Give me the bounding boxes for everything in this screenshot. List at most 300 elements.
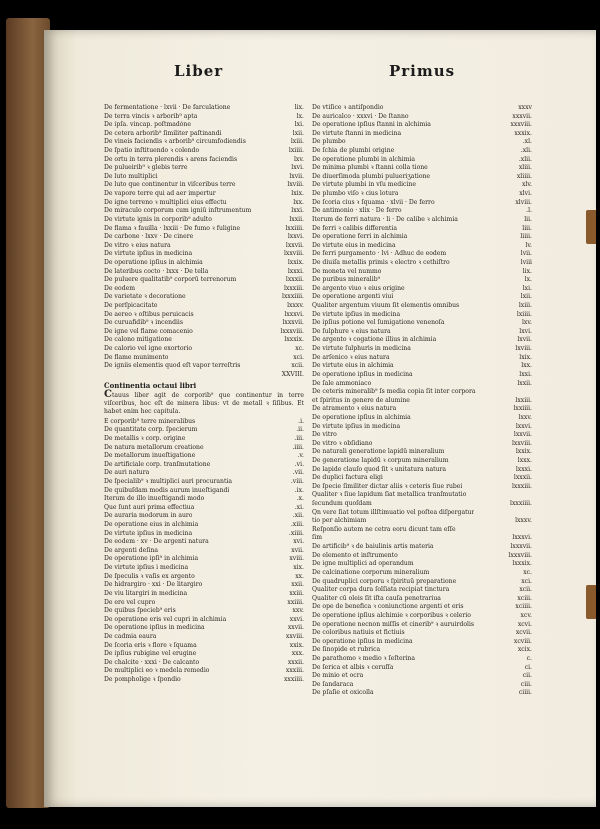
toc-entry-title: De virtute ignis in corporib⁹ adulto: [104, 215, 212, 223]
toc-entry-number: xxii.: [291, 581, 304, 589]
toc-entry: [312, 414, 532, 423]
toc-entry-title: De puluere qualitatib⁹ corporū terrenorum: [104, 276, 237, 284]
toc-entry-title: De luto que continentur in viſceribus terre: [104, 181, 236, 189]
toc-entry-title: De operatione ipſius in medicina: [312, 637, 413, 645]
toc-entry-number: xcv.: [520, 611, 532, 619]
toc-entry-title: Qualiter cū oleis ſit iſta cauſa penetrariua: [312, 594, 441, 602]
toc-entry-title: De operatione ipſius in medicina: [104, 624, 205, 632]
toc-entry: [312, 500, 532, 509]
toc-entry: [104, 216, 304, 225]
toc-entry-number: xix.: [293, 564, 304, 572]
toc-entry-number: xvii.: [291, 546, 304, 554]
toc-entry-number: lxxxvi.: [512, 534, 532, 542]
toc-entry-title: De operatione eris vel cupri in alchimia: [104, 615, 227, 623]
toc-entry: [104, 147, 304, 156]
toc-entry: [312, 216, 532, 225]
toc-entry: [104, 319, 304, 328]
toc-entry: [312, 285, 532, 294]
toc-entry-number: lxv.: [293, 155, 304, 163]
toc-entry-title: De vapore terre qui ad aer impertur: [104, 190, 216, 198]
toc-entry: [104, 130, 304, 139]
toc-entry-number: lix.: [294, 104, 304, 111]
toc-entry-title: E corporib⁹ terre mineralibus: [104, 417, 196, 425]
toc-entry-number: lxxviii.: [511, 439, 532, 447]
toc-entry-title: De ſpatio inſtituendo ꝛ colendo: [104, 147, 200, 155]
toc-entry-number: .i.: [298, 417, 304, 425]
toc-entry-number: lxxxix.: [284, 336, 304, 344]
toc-entry: [104, 624, 304, 633]
toc-entry-number: xx.: [295, 572, 304, 580]
toc-entry-title: De elemento et inſtrumento: [312, 551, 398, 559]
toc-entry-title: Iterum de ferri natura · li · De calibe ꝛ alchimia: [312, 215, 458, 223]
toc-entry: [312, 268, 532, 277]
toc-entry-title: De diuiſa metallis primis ꝛ electro ꝛ cethiſtro: [312, 258, 450, 266]
toc-entry: [312, 491, 532, 500]
toc-entry: [104, 452, 304, 461]
toc-entry-number: lxiiii.: [288, 147, 304, 155]
toc-entry-title: De eodem: [104, 284, 135, 292]
toc-entry: [312, 156, 532, 165]
toc-entry: [312, 578, 532, 587]
toc-entry: [104, 418, 304, 427]
toc-entry-number: xciiii.: [515, 603, 532, 611]
toc-entry: [104, 250, 304, 259]
toc-entry-number: xxxix.: [514, 129, 532, 137]
toc-entry-number: lxxxiii.: [511, 482, 532, 490]
toc-entry: [312, 672, 532, 681]
toc-entry-title: De ſpeculis ꝛ vaſis ex argento: [104, 572, 195, 580]
toc-entry: [312, 457, 532, 466]
running-head-left: Liber: [174, 62, 224, 80]
toc-entry: [104, 293, 304, 302]
toc-entry: [104, 311, 304, 320]
toc-entry: [312, 250, 532, 259]
toc-entry-title: De operatione ipſius ſtanni in alchimia: [312, 121, 431, 129]
toc-entry-number: [528, 388, 532, 397]
toc-entry-title: ſecundum quoſdam: [312, 500, 372, 508]
toc-entry: [312, 405, 532, 414]
toc-entry-title: De fermentatione · lxvii · De farculatione: [104, 104, 231, 111]
toc-entry-title: De hidrargiro · xxi · De litargiro: [104, 581, 203, 589]
toc-entry-title: De operatione ferri in alchimia: [312, 233, 408, 241]
toc-entry-title: De minio et ocra: [312, 672, 364, 680]
toc-entry: [104, 642, 304, 651]
toc-entry: [312, 612, 532, 621]
toc-entry-title: De quadruplici corporu ꝛ ſpirituū preparatione: [312, 577, 457, 585]
toc-entry-title: De ſcoria cius ꝛ ſquama · xlvii · De ferro: [312, 198, 435, 206]
toc-entry-number: lxxii.: [289, 215, 304, 223]
toc-entry: [104, 268, 304, 277]
toc-entry-number: lxxvii.: [285, 241, 304, 249]
toc-entry-number: .x.: [296, 495, 304, 503]
toc-entry-number: xci.: [521, 577, 532, 585]
toc-entry-number: lxxx.: [517, 456, 532, 464]
toc-entry-title: De argenti deſina: [104, 546, 159, 554]
toc-entry: [104, 259, 304, 268]
toc-entry-title: De operatione eius in alchimia: [104, 521, 199, 529]
toc-entry-number: liii.: [522, 224, 532, 232]
toc-entry: [104, 599, 304, 608]
toc-entry-number: .xli.: [520, 147, 532, 155]
toc-entry-number: lv.: [525, 241, 532, 249]
toc-entry-number: lxv.: [521, 319, 532, 327]
toc-entry-number: .xlii.: [518, 155, 532, 163]
toc-entry-number: xxv.: [292, 607, 304, 615]
toc-entry: [312, 638, 532, 647]
toc-entry: [312, 181, 532, 190]
toc-entry-number: lxxxiiii.: [282, 293, 304, 301]
toc-entry-title: ſim: [312, 534, 322, 542]
toc-entry: [312, 664, 532, 673]
toc-entry-title: De aereo ꝛ oſtibus peruicacis: [104, 310, 194, 318]
toc-entry-title: Iterum de illo inueſtigandi modo: [104, 495, 205, 503]
toc-entry-number: xciii.: [517, 594, 532, 602]
toc-entry-title: De plumbo: [312, 138, 346, 146]
toc-entry-number: ciiii.: [518, 689, 532, 697]
toc-entry: [104, 199, 304, 208]
toc-entry: [312, 173, 532, 182]
toc-entry-title: De ere vel cupro: [104, 598, 156, 606]
toc-entry-number: lxxxii.: [285, 276, 304, 284]
toc-entry-title: De chalcite · xxxi · De calcanto: [104, 658, 200, 666]
toc-entry: [312, 371, 532, 380]
left-top-end: XXVIII.: [281, 370, 304, 378]
toc-entry-number: lxxxi.: [287, 267, 304, 275]
toc-entry-number: xxxviii.: [510, 121, 532, 129]
toc-entry: [104, 345, 304, 354]
toc-entry-title: Reſponſio autem ne cetra eoru dicunt tam eſſe: [312, 525, 456, 533]
toc-entry-number: xxxii.: [287, 658, 304, 666]
toc-entry-title: De generatione lapidū ꝛ corpum mineralium: [312, 456, 449, 464]
toc-entry-title: Qualiter argentum viuum ſit elementis omnibus: [312, 302, 460, 310]
toc-entry: [104, 573, 304, 582]
toc-entry-number: xxviii.: [285, 632, 304, 640]
toc-entry: [312, 621, 532, 630]
toc-entry: [312, 595, 532, 604]
toc-entry-title: De ceteris mineralib⁹ ſs media copia ſit inter corpora: [312, 388, 476, 396]
toc-entry-title: De moneta vel nummo: [312, 267, 382, 275]
toc-entry-title: De ſchia de plumbi origine: [312, 147, 395, 155]
toc-entry-number: lxx.: [521, 362, 532, 370]
toc-entry: [312, 121, 532, 130]
toc-entry: [104, 478, 304, 487]
toc-entry-title: De virtute plumbi in vſu medicine: [312, 181, 416, 189]
toc-entry: [104, 461, 304, 470]
toc-entry-number: lxiiii.: [516, 310, 532, 318]
toc-entry-number: xxvi.: [289, 615, 304, 623]
toc-entry-number: lxii.: [292, 129, 304, 137]
toc-entry-number: lxxvi.: [515, 422, 532, 430]
toc-entry-number: xlv.: [521, 181, 532, 189]
toc-entry-title: tio per alchimiam: [312, 517, 367, 525]
toc-entry-number: .ix.: [294, 486, 304, 494]
toc-entry-title: De vineis faciendis ꝛ arborib⁹ circumfodiendis: [104, 138, 246, 146]
toc-entry-title: De ſale ammoniaco: [312, 379, 372, 387]
toc-entry-title: De quibuſdam modis aurum inueſtigandi: [104, 486, 230, 494]
toc-entry-number: xlvi.: [519, 190, 532, 198]
left-column: [104, 104, 304, 685]
toc-entry-number: lviii: [520, 258, 532, 266]
toc-entry-title: De flama ꝛ fauilla · lxxiii · De fumo ꝛ fuligine: [104, 224, 241, 232]
toc-entry: [312, 388, 532, 397]
toc-entry-number: lvii.: [520, 250, 532, 258]
toc-entry-title: De argento ꝛ cogatione illius in alchimia: [312, 336, 437, 344]
toc-entry-title: De ſinopide et rubrica: [312, 646, 381, 654]
toc-entry-number: [528, 491, 532, 500]
toc-entry-number: lxxviii.: [283, 250, 304, 258]
toc-entry-number: .xiii.: [290, 521, 304, 529]
toc-entry-title: De quantitate corp. ſpecierum: [104, 426, 198, 434]
toc-entry-title: De lateribus cocto · lxxx · De tella: [104, 267, 209, 275]
book-page: [44, 30, 596, 807]
toc-entry-title: De coloribus natiuis et fictiuis: [312, 629, 405, 637]
toc-entry: [104, 607, 304, 616]
toc-entry: [104, 530, 304, 539]
toc-entry-title: De pſaſie et oxicolla: [312, 689, 374, 697]
toc-entry-number: xcix.: [517, 646, 532, 654]
toc-entry-number: lxiii.: [290, 138, 304, 146]
toc-entry: [104, 667, 304, 676]
toc-entry-number: xcvi.: [517, 620, 532, 628]
toc-entry-title: De atramento ꝛ eius natura: [312, 405, 397, 413]
toc-entry: [104, 138, 304, 147]
running-head-right: Primus: [389, 62, 456, 80]
toc-entry-title: De luto multiplici: [104, 172, 158, 180]
toc-entry-title: De plumbo viſo ꝛ cius lotura: [312, 190, 399, 198]
left-bottom-list: [104, 418, 304, 685]
toc-entry-title: De artificib⁹ ꝛ de baiulinis artis materia: [312, 543, 434, 551]
toc-entry-title: De ſulphure ꝛ eius natura: [312, 327, 391, 335]
toc-entry-number: .vii.: [292, 469, 304, 477]
toc-entry-title: De vitro ꝛ obſidiano: [312, 439, 373, 447]
toc-entry-number: c.: [526, 655, 532, 662]
toc-entry-title: De multiplici eo ꝛ medela remedio: [104, 667, 210, 675]
toc-entry: [104, 362, 304, 371]
toc-entry: [104, 285, 304, 294]
toc-entry-number: lxxxi.: [515, 465, 532, 473]
toc-entry-title: De varietate ꝛ decoratione: [104, 293, 186, 301]
toc-entry-title: De natura metallorum creatione: [104, 443, 204, 451]
toc-entry: [312, 543, 532, 552]
toc-entry-title: De flame munimento: [104, 353, 169, 361]
toc-entry-title: Que ſunt auri prima effectiua: [104, 503, 195, 511]
toc-entry-title: De vitro ꝛ eius natura: [104, 241, 171, 249]
toc-entry-title: De terra vincis ꝛ arborib⁹ apta: [104, 112, 198, 120]
toc-entry-title: De naturali generatione lapidū mineralium: [312, 448, 445, 456]
toc-entry-title: De virtute ipſius in medicina: [312, 422, 401, 430]
toc-entry: [104, 173, 304, 182]
toc-entry-title: De calcinatione corporum mineralium: [312, 568, 430, 576]
toc-entry-title: De virtute ipſius in medicina: [104, 529, 193, 537]
toc-entry-number: [528, 509, 532, 518]
toc-entry: [104, 581, 304, 590]
toc-entry-number: lxvii.: [517, 336, 532, 344]
toc-entry-number: lxx.: [293, 198, 304, 206]
toc-entry-number: .xii.: [292, 512, 304, 520]
toc-entry-number: .xi.: [294, 503, 304, 511]
toc-entry-number: lx.: [296, 112, 304, 120]
toc-entry: [312, 113, 532, 122]
toc-entry-number: lxvi.: [291, 164, 304, 172]
toc-entry-title: De arſenico ꝛ eius natura: [312, 353, 390, 361]
toc-entry-number: .vi.: [294, 460, 304, 468]
toc-entry: [312, 164, 532, 173]
toc-entry-title: De operatione ipſi⁹ in alchimia: [104, 555, 199, 563]
toc-entry-number: lxxxv.: [515, 517, 532, 525]
toc-entry-title: De operatione ipſius alchimie ꝛ corporibus ꝛ celerio: [312, 611, 471, 619]
intro-paragraph: Ctauus liber agit de corporib⁹ que continentur in terre viſceribus, hoc eſt de minera libus: vt de metall ꝛ ſiſibus. Et habet enim hec capitula.: [104, 388, 304, 416]
left-top-list: [104, 104, 304, 371]
toc-entry-number: .iii.: [294, 434, 304, 442]
toc-entry: [104, 113, 304, 122]
toc-entry-number: lxxi.: [519, 370, 532, 378]
toc-entry-title: De virtute ſulphuris in medicina: [312, 345, 411, 353]
toc-entry-number: lxxix.: [515, 448, 532, 456]
toc-entry: [312, 302, 532, 311]
toc-entry-title: De minima plumbi ꝛ ſtanni colla tione: [312, 164, 428, 172]
toc-entry: [312, 517, 532, 526]
toc-entry: [312, 448, 532, 457]
toc-entry-title: De eodem · xv · De argenti natura: [104, 538, 209, 546]
toc-entry: [104, 659, 304, 668]
toc-entry-title: De igniis elementis quod eſt vapor terreſtris: [104, 362, 241, 370]
toc-entry: [104, 121, 304, 130]
toc-entry-number: xxxiiii.: [283, 676, 304, 683]
toc-entry: [312, 526, 532, 535]
toc-entry-number: lxxvii.: [513, 431, 532, 439]
toc-entry-title: De argento viuo ꝛ eius origine: [312, 284, 405, 292]
toc-entry-number: .iiii.: [292, 443, 304, 451]
toc-entry: [312, 483, 532, 492]
toc-entry: [104, 328, 304, 337]
toc-entry: [312, 311, 532, 320]
toc-entry: [312, 138, 532, 147]
toc-entry-number: cii.: [522, 672, 532, 680]
toc-entry: [312, 552, 532, 561]
toc-entry: [312, 225, 532, 234]
toc-entry-number: lxi.: [522, 284, 532, 292]
toc-entry: [104, 538, 304, 547]
toc-entry-number: lii.: [524, 215, 532, 223]
toc-entry-number: xxix.: [289, 641, 304, 649]
toc-entry-title: De cetera arborib⁹ ſimiliter paſtinandi: [104, 129, 222, 137]
toc-entry: [312, 509, 532, 518]
toc-entry: [312, 345, 532, 354]
toc-entry: [104, 676, 304, 685]
toc-entry-number: lxxix.: [287, 258, 304, 266]
toc-entry-title: De ſandaraca: [312, 680, 354, 688]
toc-entry-number: lxxxix.: [512, 560, 532, 568]
toc-entry: [312, 130, 532, 139]
toc-entry: [312, 586, 532, 595]
toc-entry: [104, 650, 304, 659]
toc-entry: [104, 547, 304, 556]
toc-entry-number: lxvii.: [289, 172, 304, 180]
toc-entry: [104, 512, 304, 521]
toc-entry: [312, 646, 532, 655]
toc-entry-number: lxi.: [294, 121, 304, 129]
toc-entry-number: .l.: [526, 207, 532, 215]
toc-entry-number: xcvii.: [515, 629, 532, 637]
toc-entry: [312, 233, 532, 242]
toc-entry: [312, 362, 532, 371]
toc-entry: [312, 689, 532, 698]
toc-entry-number: xxx.: [291, 650, 304, 658]
toc-entry-title: De igne multiplici ad operandum: [312, 560, 414, 568]
toc-entry-number: .viii.: [290, 477, 304, 485]
toc-entry-title: De operatione plumbi in alchimia: [312, 155, 416, 163]
toc-entry-title: De virtute ipſius i medicina: [104, 564, 189, 572]
toc-entry-title: Qualiter corpa dura ſolſiata recipiat tinctura: [312, 586, 450, 594]
toc-entry: [312, 534, 532, 543]
toc-entry: [104, 426, 304, 435]
toc-entry-number: lxxvi.: [287, 233, 304, 241]
toc-entry-title: De ortu in terra plerendis ꝛ arens faciendis: [104, 155, 238, 163]
toc-entry-number: lxxxviii.: [280, 327, 304, 335]
toc-entry-number: liiii.: [520, 233, 532, 241]
toc-entry-title: De virtute eius in medicina: [312, 241, 396, 249]
toc-entry-title: De operatione ipſius in alchimia: [312, 413, 411, 421]
toc-entry: [104, 207, 304, 216]
toc-entry: [104, 225, 304, 234]
toc-entry-number: [528, 526, 532, 535]
toc-entry-title: De ipſa. vincap. poſtmadóne: [104, 121, 191, 129]
toc-entry-number: xcii.: [519, 586, 532, 594]
toc-entry-number: xcii.: [291, 362, 304, 370]
toc-entry: [312, 655, 532, 664]
toc-entry-number: lx.: [524, 276, 532, 284]
toc-entry-number: lxxxviii.: [508, 551, 532, 559]
toc-entry-title: De ope de benefica ꝛ coniunctione argenti et eris: [312, 603, 464, 611]
toc-entry-title: De metallis ꝛ corp. origine: [104, 434, 186, 442]
toc-entry-number: lxxi.: [291, 207, 304, 215]
toc-entry: [312, 190, 532, 199]
toc-entry: [104, 633, 304, 642]
toc-entry-title: De calono mitigatione: [104, 336, 172, 344]
toc-entry: [104, 444, 304, 453]
toc-entry-title: De carbone · lxxv · De cinere: [104, 233, 194, 241]
toc-entry: [104, 336, 304, 345]
toc-entry-title: De operatione argenti viui: [312, 293, 394, 301]
toc-entry: [104, 521, 304, 530]
toc-entry-title: De cadmia eaura: [104, 632, 157, 640]
toc-entry-number: xcviii.: [513, 637, 532, 645]
toc-entry: [312, 380, 532, 389]
toc-entry-title: De operatione ipſius in alchimia: [104, 258, 203, 266]
toc-entry: [312, 474, 532, 483]
toc-entry: [104, 555, 304, 564]
toc-entry: [312, 423, 532, 432]
toc-entry-title: De virtute eius in alchimia: [312, 362, 394, 370]
toc-entry-number: xc.: [523, 568, 532, 576]
toc-entry-number: ci.: [524, 663, 532, 671]
toc-entry-title: De auricalco · xxxvi · De ſtanno: [312, 112, 409, 120]
toc-entry-number: xxiiii.: [287, 598, 304, 606]
toc-entry-number: xci.: [293, 353, 304, 361]
toc-entry: [312, 242, 532, 251]
toc-entry-number: lxxiiii.: [513, 405, 532, 413]
toc-entry-number: .xl.: [522, 138, 532, 146]
toc-entry: [104, 276, 304, 285]
contents-heading: Continentia octaui libri: [104, 380, 197, 390]
page-tab-marker-lower: [586, 585, 596, 619]
right-list: [312, 104, 532, 698]
toc-entry-title: De ſerica et albis ꝛ ceruſſa: [312, 663, 394, 671]
toc-entry-number: lxxxv.: [287, 302, 304, 310]
toc-entry-number: xxxv: [518, 104, 532, 111]
toc-entry: [312, 354, 532, 363]
toc-entry-title: De puribus mineralib⁹: [312, 276, 381, 284]
